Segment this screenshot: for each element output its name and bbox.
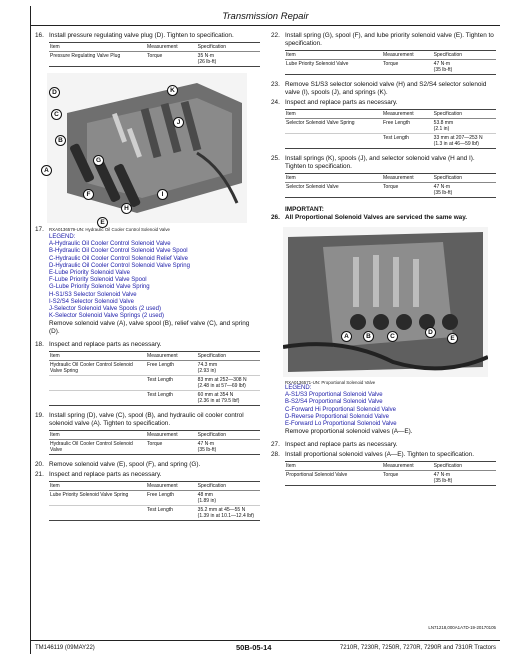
valve-photo-2 xyxy=(283,227,488,377)
spec-cell: Test Length xyxy=(147,392,173,399)
spec-row xyxy=(285,60,496,75)
spec-header-cell: Item xyxy=(285,174,382,183)
spec-row xyxy=(49,376,260,391)
callout-A: A xyxy=(341,325,352,343)
spec-table xyxy=(49,42,260,67)
legend-item: I-S2/S4 Selector Solenoid Valve xyxy=(49,298,134,305)
spec-header-cell: Item xyxy=(285,110,382,119)
step-28: 28. Install proportional solenoid valves (A—E). Tighten to specification. Item Measurement Specification Proportional Solenoid Valve Torque 47 N·m (35 lb-ft) xyxy=(271,451,496,486)
spec-cell: Pressure Regulating Valve Plug xyxy=(50,53,121,59)
spec-cell: 74.3 mm (2.93 in) xyxy=(197,361,260,376)
spec-row xyxy=(285,134,496,149)
callout-J: J xyxy=(173,111,184,129)
spec-cell: Lube Priority Solenoid Valve xyxy=(286,61,349,67)
legend-item: B-S2/S4 Proportional Solenoid Valve xyxy=(285,399,383,406)
spec-row xyxy=(49,52,260,67)
legend-item: A-Hydraulic Oil Cooler Control Solenoid Valve xyxy=(49,241,171,248)
spec-header-cell: Measurement xyxy=(146,431,197,440)
callout-C: C xyxy=(51,103,62,121)
legend-title: LEGEND: xyxy=(49,234,76,240)
page-header xyxy=(31,6,500,26)
step-19: 19. Install spring (D), valve (C), spool (B), and hydraulic oil cooler control solenoid valve (A). Tighten to specification. Item Measurement Specification Hydraulic Oil Cooler Control Solenoid Valve Torque 47 N·m (35 lb-ft) xyxy=(35,412,260,455)
legend-item: K-Selector Solenoid Valve Springs (2 used) xyxy=(49,313,164,320)
spec-cell: 47 N·m (35 lb-ft) xyxy=(433,184,453,196)
step-22: 22. Install spring (G), spool (F), and lube priority solenoid valve (E). Tighten to specification. Item Measurement Specification Lube Priority Solenoid Valve Torque 47 N·m (35 lb-ft) xyxy=(271,32,496,75)
spec-table xyxy=(285,109,496,149)
legend-item: C-Forward Hi Proportional Solenoid Valve xyxy=(285,406,396,413)
spec-cell: 47 N·m (35 lb-ft) xyxy=(433,472,453,485)
spec-cell xyxy=(285,134,382,149)
spec-cell: Hydraulic Oil Cooler Control Solenoid Valve xyxy=(50,441,133,454)
legend-item: D-Reverse Proportional Solenoid Valve xyxy=(285,413,389,420)
spec-header-cell: Item xyxy=(49,352,146,361)
step-25: 25. Install springs (K), spools (J), and selector solenoid valve (H and I). Tighten to specification. Item Measurement Specification Selector Solenoid Valve Torque 47 N·m (35 lb-ft) xyxy=(271,155,496,198)
spec-header-cell: Item xyxy=(285,462,382,471)
spec-header-cell: Specification xyxy=(197,43,260,52)
spec-cell xyxy=(49,376,146,391)
legend-item: F-Lube Priority Solenoid Valve Spool xyxy=(49,277,147,284)
step-21: 21. Inspect and replace parts as necessary. Item Measurement Specification Lube Priority Solenoid Valve Spring Free Length 48 mm (1.89 in) Test Length 35.2 mm at 45—55 N (1.39 in at 10.1—12.4 lbf) xyxy=(35,471,260,521)
step-17: 17. RXA0136579-UN: Hydraulic Oil Cooler Control Solenoid Valve xyxy=(35,226,170,233)
spec-cell: Selector Solenoid Valve xyxy=(286,184,339,190)
spec-cell: Test Length xyxy=(147,507,173,514)
spec-cell: Test Length xyxy=(146,376,197,391)
reference-code: LN71218,000A1A7D-19-20170105 xyxy=(428,625,496,630)
left-column xyxy=(35,32,260,527)
step-18: 18. Inspect and replace parts as necessary. Item Measurement Specification Hydraulic Oil Cooler Control Solenoid Valve Spring Free Length 74.3 mm (2.93 in) Test Length 83 mm at 252—308 N (2.48 in at 57—69 lbf) Test Length 60 mm at 354 N (2.36 in at 79.5 lbf) xyxy=(35,341,260,406)
legend-title: LEGEND: xyxy=(285,385,312,391)
spec-row xyxy=(49,491,260,506)
legend-item: C-Hydraulic Oil Cooler Control Solenoid Relief Valve xyxy=(49,255,188,262)
spec-table xyxy=(49,430,260,455)
spec-cell: Selector Solenoid Valve Spring xyxy=(285,119,382,134)
callout-A: A xyxy=(41,159,52,177)
legend-item: J-Selector Solenoid Valve Spools (2 used) xyxy=(49,306,161,313)
step-23: 23. Remove S1/S3 selector solenoid valve (H) and S2/S4 selector solenoid valve (I), spools (J), and springs (K). xyxy=(271,81,487,96)
step-17-text: Remove solenoid valve (A), valve spool (B), relief valve (C), and spring (D). xyxy=(49,320,250,336)
page-title: Transmission Repair xyxy=(222,11,309,22)
page-footer xyxy=(31,640,500,654)
spec-cell: Lube Priority Solenoid Valve Spring xyxy=(49,491,146,506)
callout-C: C xyxy=(387,325,398,343)
spec-header-cell: Specification xyxy=(433,462,496,471)
spec-header-cell: Specification xyxy=(433,174,496,183)
step-16: 16. Install pressure regulating valve plug (D). Tighten to specification. Item Measurement Specification Pressure Regulating Valve Plug Torque 35 N·m (26 lb-ft) xyxy=(35,32,260,67)
legend-item: G-Lube Priority Solenoid Valve Spring xyxy=(49,284,150,291)
step-20: 20. Remove solenoid valve (E), spool (F), and spring (G). xyxy=(35,461,201,469)
spec-header-cell: Specification xyxy=(197,482,260,491)
spec-cell: 35 N·m (26 lb-ft) xyxy=(197,53,217,65)
spec-cell: 60 mm at 354 N (2.36 in at 79.5 lbf) xyxy=(197,392,240,405)
spec-table xyxy=(285,173,496,198)
spec-cell: Torque xyxy=(383,61,399,67)
figure-caption: RXA0136571-UN: Proportional Solenoid Valve xyxy=(285,380,376,385)
legend-item: A-S1/S3 Proportional Solenoid Valve xyxy=(285,392,383,399)
spec-row xyxy=(285,471,496,486)
spec-row xyxy=(49,391,260,406)
spec-row xyxy=(49,361,260,376)
spec-row xyxy=(49,440,260,455)
spec-cell: Hydraulic Oil Cooler Control Solenoid Valve Spring xyxy=(49,361,146,376)
callout-H: H xyxy=(121,197,132,215)
spec-cell xyxy=(49,391,146,406)
spec-cell: Torque xyxy=(147,53,163,59)
spec-header-cell: Specification xyxy=(197,352,260,361)
spec-header-cell: Measurement xyxy=(382,462,433,471)
spec-row xyxy=(285,183,496,198)
spec-cell: 33 mm at 207—253 N (1.3 in at 46—59 lbf) xyxy=(433,135,483,147)
footer-page-number: 50B-05-14 xyxy=(236,643,272,652)
callout-B: B xyxy=(363,325,374,343)
step-24: 24. Inspect and replace parts as necessary. Item Measurement Specification Selector Solenoid Valve Spring Free Length 53.8 mm (2.1 in) Test Length 33 mm at 207—253 N (1.3 in at 46—59 lbf) xyxy=(271,99,496,149)
step-26-text: Remove proportional solenoid valves (A—E). xyxy=(285,428,413,436)
spec-cell: Torque xyxy=(147,441,163,448)
legend-proportional xyxy=(285,385,496,428)
spec-header-cell: Measurement xyxy=(146,482,197,491)
page xyxy=(30,6,500,654)
step-26: 26. All Proportional Solenoid Valves are serviced the same way. xyxy=(271,214,468,221)
figure-hydraulic-valve xyxy=(44,73,260,226)
legend-item: H-S1/S3 Selector Solenoid Valve xyxy=(49,291,137,298)
callout-B: B xyxy=(55,129,66,147)
legend-item: E-Lube Priority Solenoid Valve xyxy=(49,270,130,277)
callout-E: E xyxy=(97,211,108,229)
callout-I: I xyxy=(157,183,168,201)
callout-E: E xyxy=(447,327,458,345)
footer-models: 7210R, 7230R, 7250R, 7270R, 7290R and 7310R Tractors xyxy=(339,645,496,651)
callout-G: G xyxy=(93,149,104,167)
spec-table xyxy=(49,481,260,521)
spec-header-cell: Specification xyxy=(433,51,496,60)
important-label: IMPORTANT: xyxy=(285,206,324,213)
spec-cell: Free Length xyxy=(146,491,197,506)
spec-cell: Torque xyxy=(383,184,399,190)
spec-header-cell: Item xyxy=(285,51,382,60)
spec-cell: Test Length xyxy=(383,135,409,141)
spec-cell: 47 N·m (35 lb-ft) xyxy=(433,61,453,73)
spec-table xyxy=(285,50,496,75)
legend-item: B-Hydraulic Oil Cooler Control Solenoid Valve Spool xyxy=(49,248,188,255)
legend-hydraulic xyxy=(49,234,260,320)
spec-header-cell: Item xyxy=(49,482,146,491)
step-27: 27. Inspect and replace parts as necessary. xyxy=(271,441,398,449)
spec-cell: Torque xyxy=(383,472,399,479)
spec-cell: Proportional Solenoid Valve xyxy=(286,472,348,479)
spec-cell: 35.2 mm at 45—55 N (1.39 in at 10.1—12.4 lbf) xyxy=(197,507,255,520)
spec-header-cell: Measurement xyxy=(382,110,433,119)
figure-proportional-valve xyxy=(283,227,496,377)
spec-row xyxy=(285,119,496,134)
callout-F: F xyxy=(83,183,94,201)
spec-cell xyxy=(49,506,146,521)
footer-doc-id: TM146119 (09MAY22) xyxy=(35,645,95,651)
spec-cell: Free Length xyxy=(382,119,433,134)
spec-header-cell: Specification xyxy=(197,431,260,440)
callout-D: D xyxy=(425,321,436,339)
spec-row xyxy=(49,506,260,521)
spec-cell: 48 mm (1.89 in) xyxy=(197,491,260,506)
spec-cell: 83 mm at 252—308 N (2.48 in at 57—69 lbf) xyxy=(197,376,260,391)
spec-header-cell: Measurement xyxy=(382,174,433,183)
legend-item: D-Hydraulic Oil Cooler Control Solenoid Valve Spring xyxy=(49,262,190,269)
spec-header-cell: Item xyxy=(49,431,146,440)
spec-cell: 53.8 mm (2.1 in) xyxy=(433,119,496,134)
spec-cell: Free Length xyxy=(146,361,197,376)
spec-header-cell: Measurement xyxy=(146,43,197,52)
spec-table xyxy=(49,351,260,406)
valve-photo-1 xyxy=(47,73,247,223)
spec-header-cell: Measurement xyxy=(382,51,433,60)
spec-header-cell: Specification xyxy=(433,110,496,119)
right-column xyxy=(271,32,496,492)
figure-caption: RXA0136579-UN: Hydraulic Oil Cooler Control Solenoid Valve xyxy=(49,227,170,232)
spec-cell: 47 N·m (35 lb-ft) xyxy=(197,441,217,454)
spec-table xyxy=(285,461,496,486)
legend-item: E-Forward Lo Proportional Solenoid Valve xyxy=(285,421,397,428)
callout-K: K xyxy=(167,79,178,97)
spec-header-cell: Item xyxy=(49,43,146,52)
callout-D: D xyxy=(49,81,60,99)
spec-header-cell: Measurement xyxy=(146,352,197,361)
